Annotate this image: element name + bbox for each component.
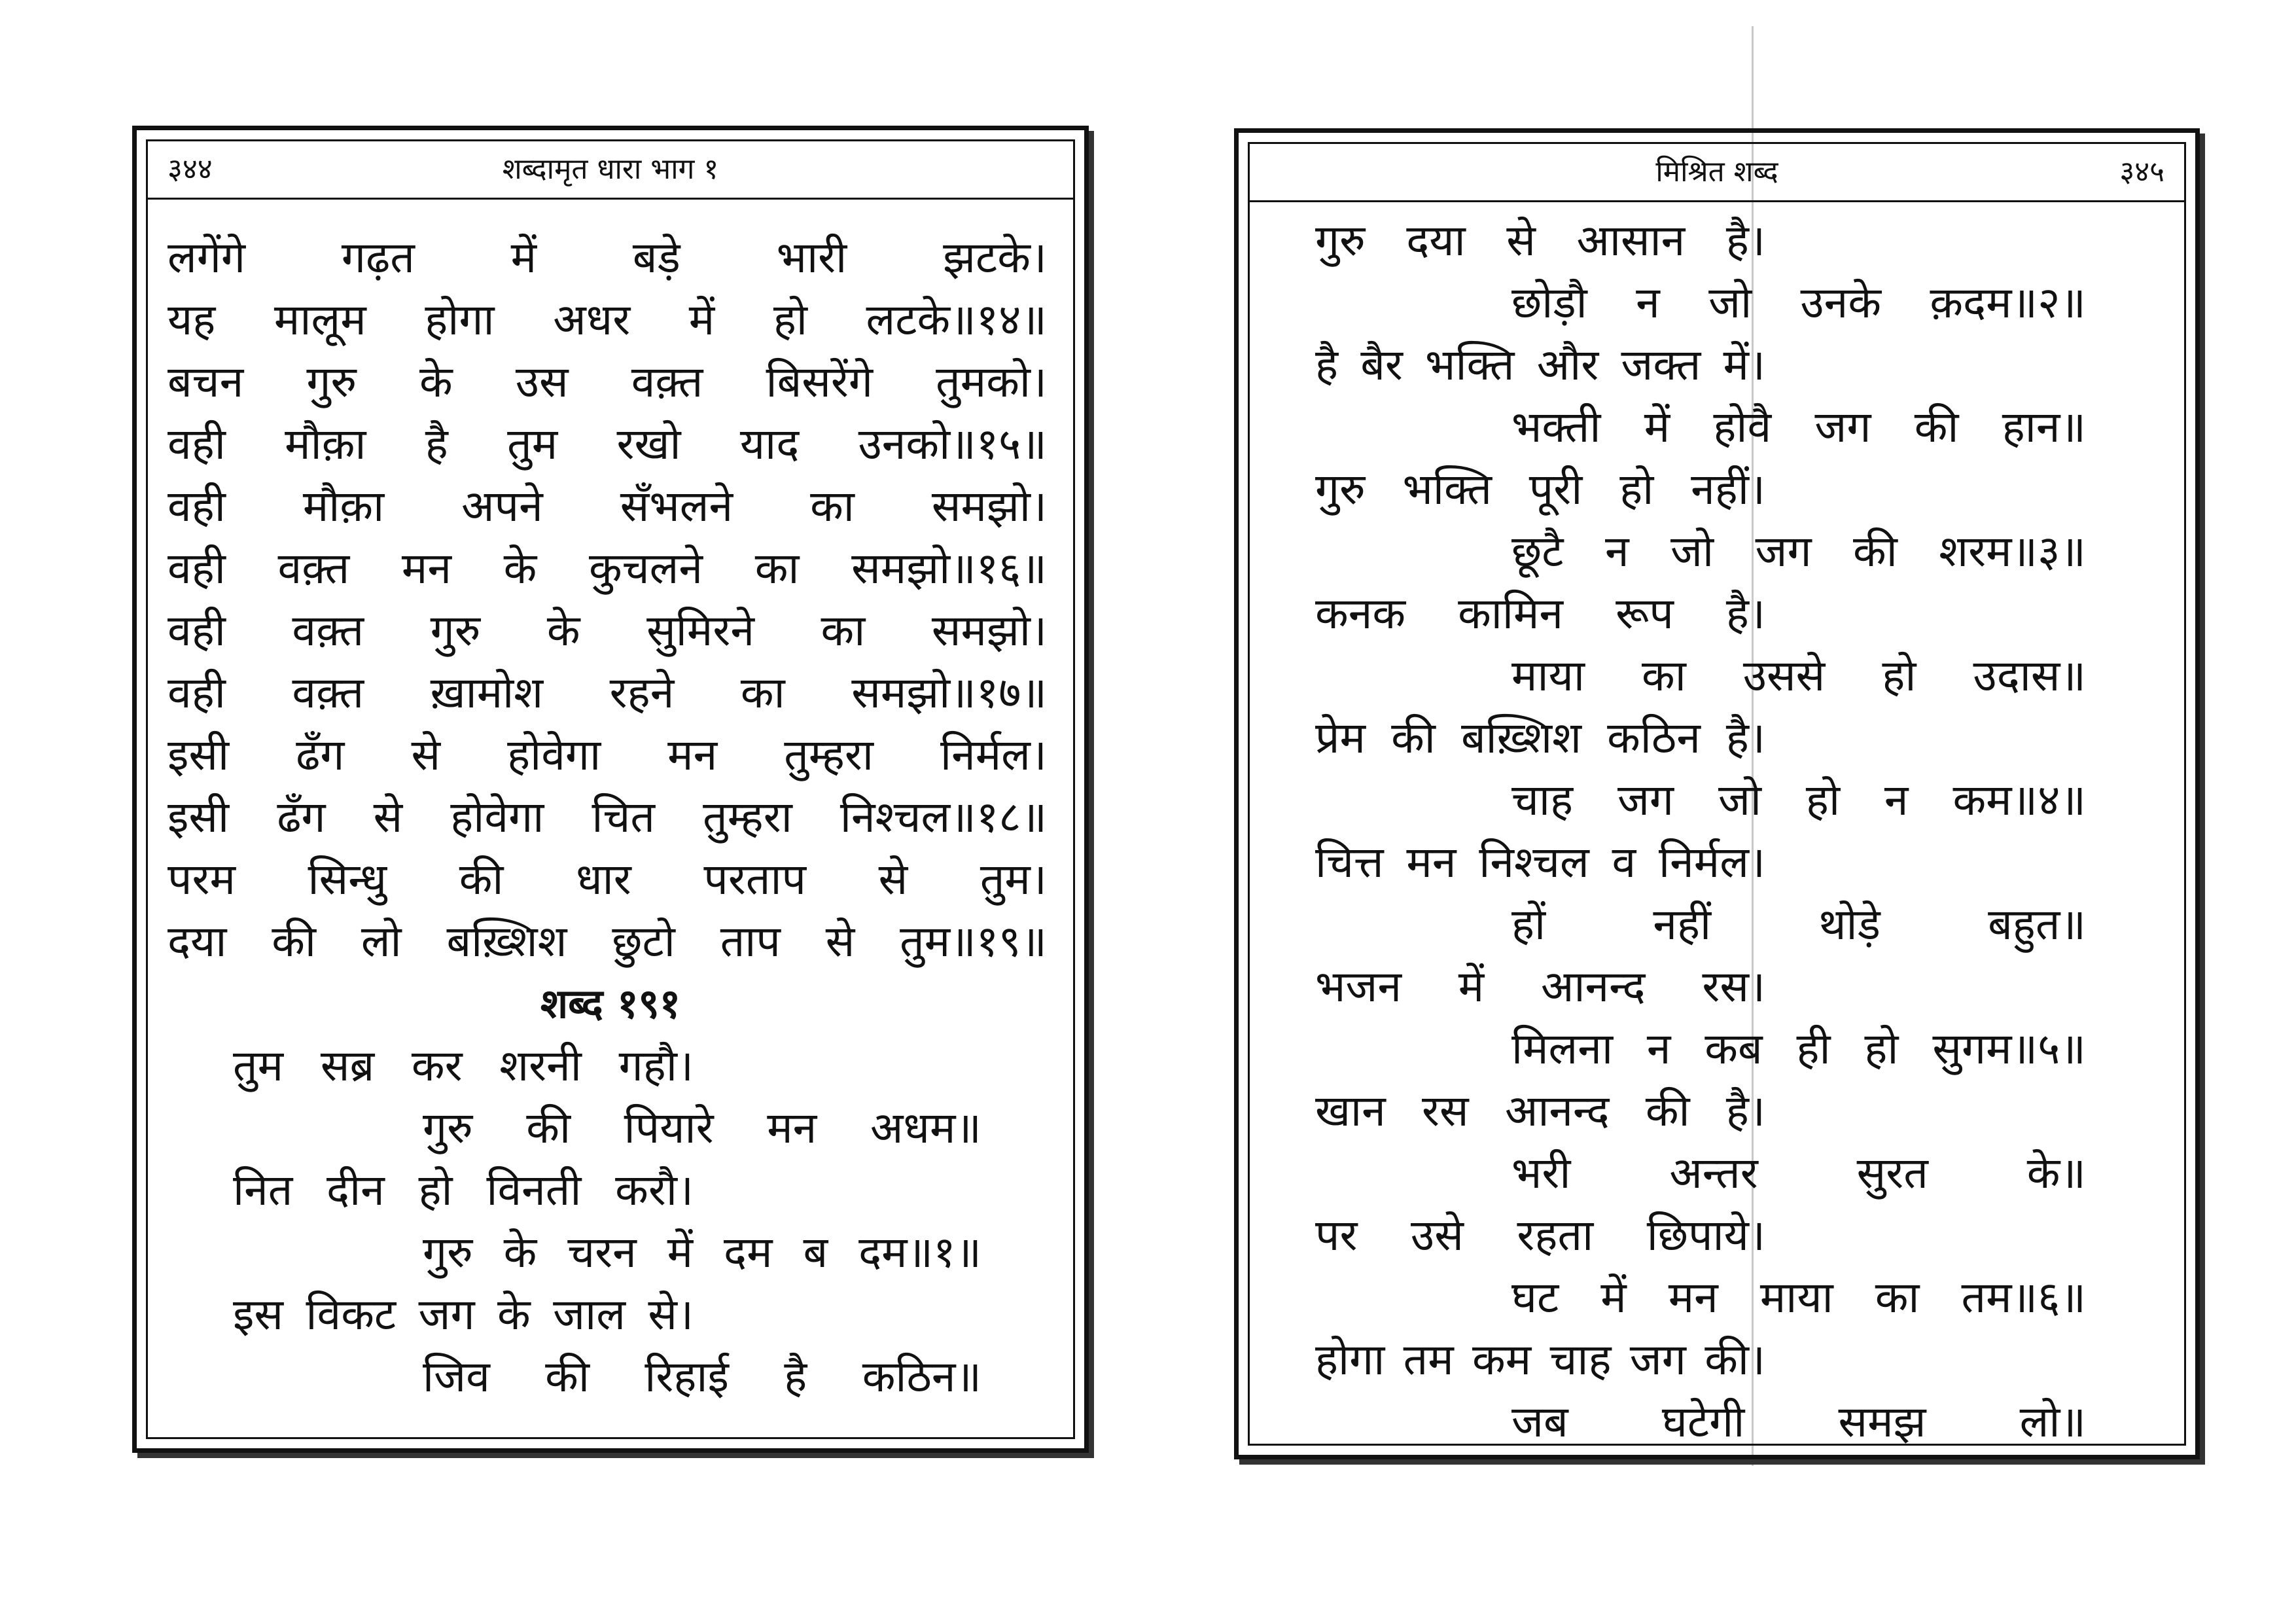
right-verse-1: गुरु दया से आसान है। xyxy=(1315,215,1765,266)
left-line-1: लगेंगे गढ़त में बड़े भारी झटके। xyxy=(168,232,1047,283)
left-verse-4: गुरु के चरन में दम ब दम॥१॥ xyxy=(423,1227,981,1277)
right-verse-4: भक्ती में होवै जग की हान॥ xyxy=(1511,402,2086,452)
right-verse-18: घट में मन माया का तम॥६॥ xyxy=(1511,1272,2086,1323)
right-verse-17: पर उसे रहता छिपाये। xyxy=(1315,1210,1765,1260)
left-verse-3: नित दीन हो विनती करौ। xyxy=(233,1165,694,1215)
right-page-header-title: मिश्रित शब्द xyxy=(1655,155,1778,188)
left-line-3: बचन गुरु के उस वक़्त बिसरेंगे तुमको। xyxy=(168,357,1047,407)
left-verse-2: गुरु की पियारे मन अधम॥ xyxy=(423,1103,981,1153)
right-verse-2: छोड़ौ न जो उनके क़दम॥२॥ xyxy=(1511,277,2086,328)
left-line-6: वही वक़्त मन के कुचलने का समझो॥१६॥ xyxy=(168,543,1047,594)
left-verse-6: जिव की रिहाई है कठिन॥ xyxy=(423,1351,981,1402)
right-page-inner-frame xyxy=(1248,142,2186,1446)
left-verse-5: इस विकट जग के जाल से। xyxy=(233,1289,694,1340)
left-page-header-title: शब्दामृत धारा भाग १ xyxy=(502,152,719,186)
right-verse-14: मिलना न कब ही हो सुगम॥५॥ xyxy=(1511,1024,2086,1074)
right-verse-19: होगा तम कम चाह जग की। xyxy=(1315,1334,1765,1385)
right-page-number: ३४५ xyxy=(2119,155,2164,188)
right-verse-6: छूटै न जो जग की शरम॥३॥ xyxy=(1511,526,2086,577)
left-line-5: वही मौक़ा अपने सँभलने का समझो। xyxy=(168,481,1047,531)
left-page-number: ३४४ xyxy=(168,152,213,186)
left-page-inner-frame xyxy=(146,139,1075,1439)
right-verse-11: चित्त मन निश्चल व निर्मल। xyxy=(1315,837,1765,887)
right-verse-13: भजन में आनन्द रस। xyxy=(1315,961,1765,1012)
left-line-8: वही वक़्त ख़ामोश रहने का समझो॥१७॥ xyxy=(168,668,1047,718)
right-page-header xyxy=(1250,144,2184,202)
right-page xyxy=(1234,128,2200,1459)
left-verse-1: तुम सब्र कर शरनी गहौ। xyxy=(233,1041,694,1091)
left-line-7: वही वक़्त गुरु के सुमिरने का समझो। xyxy=(168,605,1047,656)
left-line-4: वही मौक़ा है तुम रखो याद उनको॥१५॥ xyxy=(168,419,1047,469)
right-verse-8: माया का उससे हो उदास॥ xyxy=(1511,651,2086,701)
right-verse-5: गुरु भक्ति पूरी हो नहीं। xyxy=(1315,464,1765,514)
right-verse-3: है बैर भक्ति और जक्त में। xyxy=(1315,340,1765,390)
right-verse-15: खान रस आनन्द की है। xyxy=(1315,1086,1765,1136)
right-verse-16: भरी अन्तर सुरत के॥ xyxy=(1511,1148,2086,1198)
left-line-11: परम सिन्धु की धार परताप से तुम। xyxy=(168,854,1047,904)
left-page-header xyxy=(148,141,1073,200)
right-verse-12: हों नहीं थोड़े बहुत॥ xyxy=(1511,899,2086,950)
left-line-12: दया की लो बख़्शिश छुटो ताप से तुम॥१९॥ xyxy=(168,916,1047,967)
right-verse-7: कनक कामिन रूप है। xyxy=(1315,588,1765,639)
right-verse-20: जब घटेगी समझ लो॥ xyxy=(1511,1397,2086,1447)
left-page xyxy=(132,126,1089,1453)
left-line-2: यह मालूम होगा अधर में हो लटके॥१४॥ xyxy=(168,294,1047,345)
section-heading: शब्द १९१ xyxy=(540,980,681,1027)
right-verse-9: प्रेम की बख़्शिश कठिन है। xyxy=(1315,713,1765,763)
left-line-10: इसी ढँग से होवेगा चित तुम्हरा निश्चल॥१८॥ xyxy=(168,792,1047,842)
left-line-9: इसी ढँग से होवेगा मन तुम्हरा निर्मल। xyxy=(168,730,1047,780)
right-verse-10: चाह जग जो हो न कम॥४॥ xyxy=(1511,775,2086,825)
